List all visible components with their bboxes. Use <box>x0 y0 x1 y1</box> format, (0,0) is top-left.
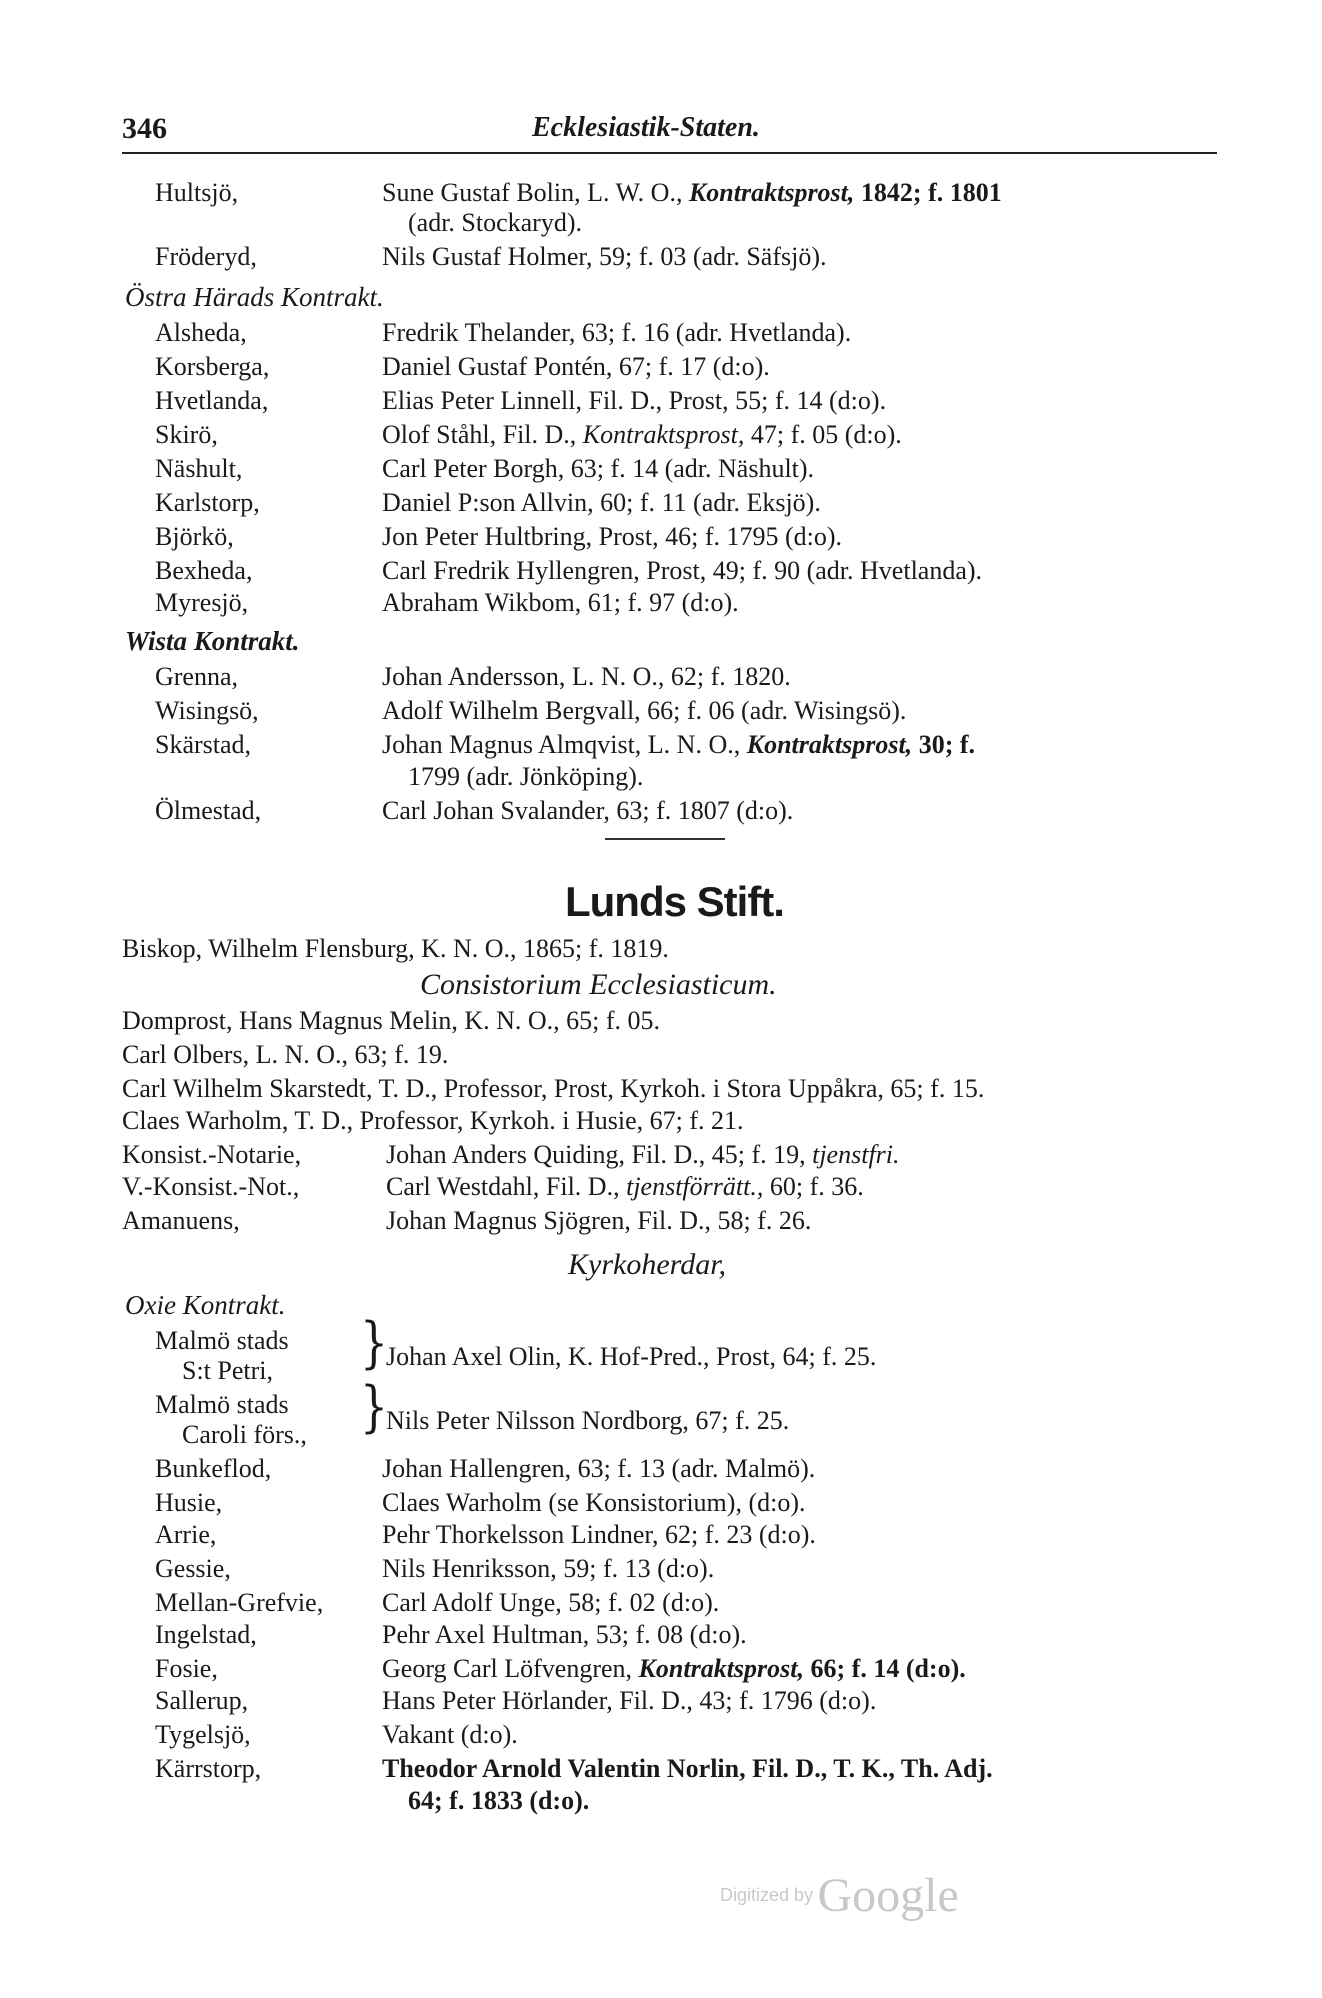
entry-text: Nils Henriksson, 59; f. 13 (d:o). <box>382 1554 715 1583</box>
parish-name: Hultsjö, <box>155 178 239 207</box>
entry-text: Elias Peter Linnell, Fil. D., Prost, 55; f. 14 (d:o). <box>382 386 887 415</box>
section-heading: Oxie Kontrakt. <box>125 1290 286 1320</box>
parish-name: Bexheda, <box>155 556 253 585</box>
page-header <box>122 112 1222 152</box>
entry-text: Jon Peter Hultbring, Prost, 46; f. 1795 (d:o). <box>382 522 843 551</box>
consistorium-line: Domprost, Hans Magnus Melin, K. N. O., 65; f. 05. <box>122 1006 661 1035</box>
parish-name: Malmö stads <box>155 1390 289 1419</box>
digitized-watermark <box>720 1868 959 1923</box>
parish-name: Skirö, <box>155 420 218 449</box>
parish-name: Hvetlanda, <box>155 386 269 415</box>
official-text: Carl Westdahl, Fil. D., tjenstförrätt., 60; f. 36. <box>386 1172 864 1201</box>
official-title: Konsist.-Notarie, <box>122 1140 302 1169</box>
entry-text: Carl Fredrik Hyllengren, Prost, 49; f. 90 (adr. Hvetlanda). <box>382 556 983 585</box>
parish-name: Malmö stads <box>155 1326 289 1355</box>
parish-name: Tygelsjö, <box>155 1720 251 1749</box>
entry-text: Carl Johan Svalander, 63; f. 1807 (d:o). <box>382 796 794 825</box>
parish-name: Alsheda, <box>155 318 247 347</box>
parish-name: Björkö, <box>155 522 234 551</box>
section-divider <box>605 838 725 840</box>
entry-text: Vakant (d:o). <box>382 1720 518 1749</box>
entry-text: Johan Hallengren, 63; f. 13 (adr. Malmö). <box>382 1454 816 1483</box>
entry-text: Hans Peter Hörlander, Fil. D., 43; f. 1796 (d:o). <box>382 1686 877 1715</box>
parish-name: Arrie, <box>155 1520 217 1549</box>
entry-text: Johan Magnus Almqvist, L. N. O., Kontraktsprost, 30; f. <box>382 730 976 759</box>
header-rule <box>122 152 1217 154</box>
parish-name: Kärrstorp, <box>155 1754 262 1783</box>
entry-text: Johan Axel Olin, K. Hof-Pred., Prost, 64; f. 25. <box>386 1342 877 1371</box>
entry-text: Olof Ståhl, Fil. D., Kontraktsprost, 47; f. 05 (d:o). <box>382 420 902 449</box>
entry-text: Nils Gustaf Holmer, 59; f. 03 (adr. Säfsjö). <box>382 242 827 271</box>
entry-text: Fredrik Thelander, 63; f. 16 (adr. Hvetlanda). <box>382 318 852 347</box>
official-text: Johan Anders Quiding, Fil. D., 45; f. 19, tjenstfri. <box>386 1140 900 1169</box>
section-heading: Östra Härads Kontrakt. <box>125 282 384 312</box>
parish-name: Myresjö, <box>155 588 249 617</box>
consistorium-line: Claes Warholm, T. D., Professor, Kyrkoh. i Husie, 67; f. 21. <box>122 1106 744 1135</box>
parish-name: Bunkeflod, <box>155 1454 272 1483</box>
consistorium-line: Carl Olbers, L. N. O., 63; f. 19. <box>122 1040 449 1069</box>
parish-name: S:t Petri, <box>182 1356 274 1385</box>
entry-text: Sune Gustaf Bolin, L. W. O., Kontraktsprost, 1842; f. 1801 <box>382 178 1002 207</box>
parish-name: Gessie, <box>155 1554 231 1583</box>
entry-text: Pehr Thorkelsson Lindner, 62; f. 23 (d:o). <box>382 1520 816 1549</box>
entry-text: (adr. Stockaryd). <box>408 208 583 237</box>
parish-name: Caroli förs., <box>182 1420 307 1449</box>
running-title: Ecklesiastik-Staten. <box>532 112 760 143</box>
parish-name: Wisingsö, <box>155 696 259 725</box>
entry-text: Nils Peter Nilsson Nordborg, 67; f. 25. <box>386 1406 790 1435</box>
entry-text: Carl Peter Borgh, 63; f. 14 (adr. Näshult). <box>382 454 815 483</box>
parish-name: Husie, <box>155 1488 223 1517</box>
parish-name: Skärstad, <box>155 730 252 759</box>
parish-name: Ölmestad, <box>155 796 262 825</box>
entry-text: Claes Warholm (se Konsistorium), (d:o). <box>382 1488 806 1517</box>
entry-text: Georg Carl Löfvengren, Kontraktsprost, 66; f. 14 (d:o). <box>382 1654 966 1683</box>
official-title: Amanuens, <box>122 1206 240 1235</box>
brace-glyph: } <box>360 1311 388 1376</box>
parish-name: Karlstorp, <box>155 488 260 517</box>
official-title: V.-Konsist.-Not., <box>122 1172 300 1201</box>
parish-name: Korsberga, <box>155 352 270 381</box>
section-heading: Wista Kontrakt. <box>125 626 300 656</box>
kyrkoherdar-heading: Kyrkoherdar, <box>568 1248 727 1281</box>
bishop-line: Biskop, Wilhelm Flensburg, K. N. O., 1865; f. 1819. <box>122 934 669 963</box>
consistorium-line: Carl Wilhelm Skarstedt, T. D., Professor, Prost, Kyrkoh. i Stora Uppåkra, 65; f. 15. <box>122 1074 985 1103</box>
parish-name: Fosie, <box>155 1654 218 1683</box>
parish-name: Grenna, <box>155 662 239 691</box>
entry-text: Abraham Wikbom, 61; f. 97 (d:o). <box>382 588 739 617</box>
entry-text: Johan Andersson, L. N. O., 62; f. 1820. <box>382 662 791 691</box>
parish-name: Fröderyd, <box>155 242 257 271</box>
entry-text: Pehr Axel Hultman, 53; f. 08 (d:o). <box>382 1620 747 1649</box>
entry-text: Carl Adolf Unge, 58; f. 02 (d:o). <box>382 1588 720 1617</box>
google-logo: Google <box>817 1869 959 1922</box>
parish-name: Ingelstad, <box>155 1620 257 1649</box>
entry-text: 1799 (adr. Jönköping). <box>408 762 644 791</box>
consistorium-heading: Consistorium Ecclesiasticum. <box>420 968 777 1001</box>
brace-glyph: } <box>360 1375 388 1440</box>
entry-text: 64; f. 1833 (d:o). <box>408 1786 590 1815</box>
entry-text: Daniel Gustaf Pontén, 67; f. 17 (d:o). <box>382 352 770 381</box>
entry-text: Theodor Arnold Valentin Norlin, Fil. D., T. K., Th. Adj. <box>382 1754 993 1783</box>
page-number: 346 <box>122 112 167 145</box>
official-text: Johan Magnus Sjögren, Fil. D., 58; f. 26. <box>386 1206 812 1235</box>
parish-name: Näshult, <box>155 454 243 483</box>
entry-text: Daniel P:son Allvin, 60; f. 11 (adr. Eksjö). <box>382 488 821 517</box>
entry-text: Adolf Wilhelm Bergvall, 66; f. 06 (adr. Wisingsö). <box>382 696 907 725</box>
parish-name: Mellan-Grefvie, <box>155 1588 324 1617</box>
parish-name: Sallerup, <box>155 1686 249 1715</box>
watermark-small-text: Digitized by <box>720 1885 814 1905</box>
diocese-title: Lunds Stift. <box>565 878 784 925</box>
